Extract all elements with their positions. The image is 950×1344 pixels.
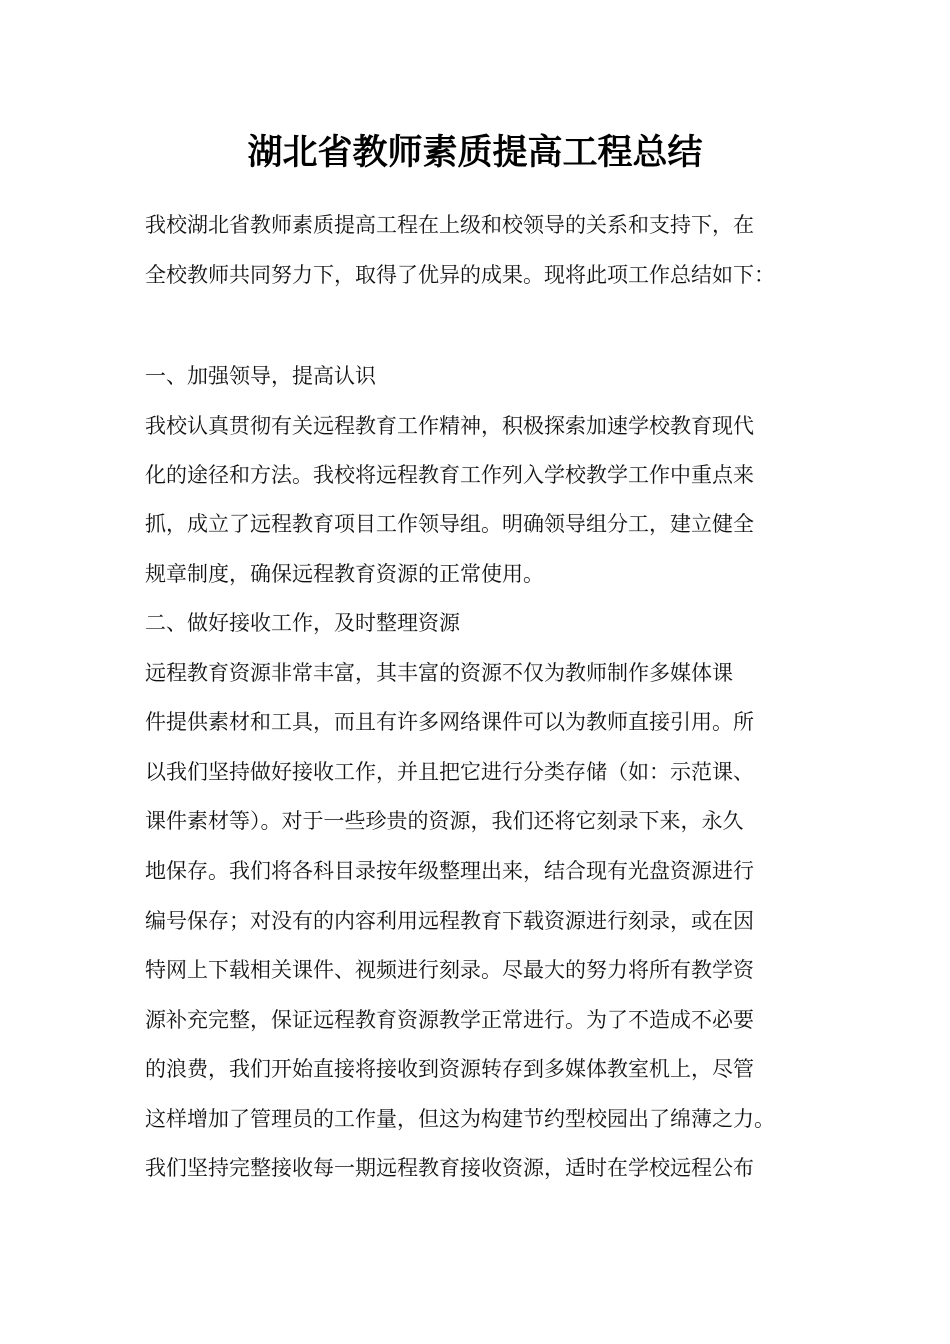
paragraph-line: 我校认真贯彻有关远程教育工作精神，积极探索加速学校教育现代 [145, 414, 754, 438]
paragraph-line: 化的途径和方法。我校将远程教育工作列入学校教学工作中重点来 [145, 463, 754, 487]
paragraph-line: 我们坚持完整接收每一期远程教育接收资源，适时在学校远程公布 [145, 1156, 754, 1180]
paragraph-line: 件提供素材和工具，而且有许多网络课件可以为教师直接引用。所 [145, 710, 754, 734]
document-title: 湖北省教师素质提高工程总结 [247, 132, 703, 173]
section-heading: 二、做好接收工作，及时整理资源 [145, 611, 460, 635]
paragraph-line: 规章制度，确保远程教育资源的正常使用。 [145, 562, 544, 586]
paragraph-line: 特网上下载相关课件、视频进行刻录。尽最大的努力将所有教学资 [145, 958, 754, 982]
paragraph-line: 课件素材等）。对于一些珍贵的资源，我们还将它刻录下来，永久 [145, 809, 744, 833]
paragraph-line: 以我们坚持做好接收工作，并且把它进行分类存储（如：示范课、 [145, 760, 754, 784]
paragraph-line: 抓，成立了远程教育项目工作领导组。明确领导组分工，建立健全 [145, 512, 754, 536]
paragraph-line: 地保存。我们将各科目录按年级整理出来，结合现有光盘资源进行 [145, 859, 754, 883]
paragraph-line: 源补充完整，保证远程教育资源教学正常进行。为了不造成不必要 [145, 1008, 754, 1032]
paragraph-line: 全校教师共同努力下，取得了优异的成果。现将此项工作总结如下： [145, 263, 775, 287]
paragraph-line: 的浪费，我们开始直接将接收到资源转存到多媒体教室机上，尽管 [145, 1057, 754, 1081]
section-heading: 一、加强领导，提高认识 [145, 364, 376, 388]
paragraph-line: 我校湖北省教师素质提高工程在上级和校领导的关系和支持下，在 [145, 213, 754, 237]
paragraph-line: 编号保存；对没有的内容利用远程教育下载资源进行刻录，或在因 [145, 909, 754, 933]
paragraph-line: 这样增加了管理员的工作量，但这为构建节约型校园出了绵薄之力。 [145, 1107, 775, 1131]
paragraph-line: 远程教育资源非常丰富，其丰富的资源不仅为教师制作多媒体课 [145, 661, 733, 685]
